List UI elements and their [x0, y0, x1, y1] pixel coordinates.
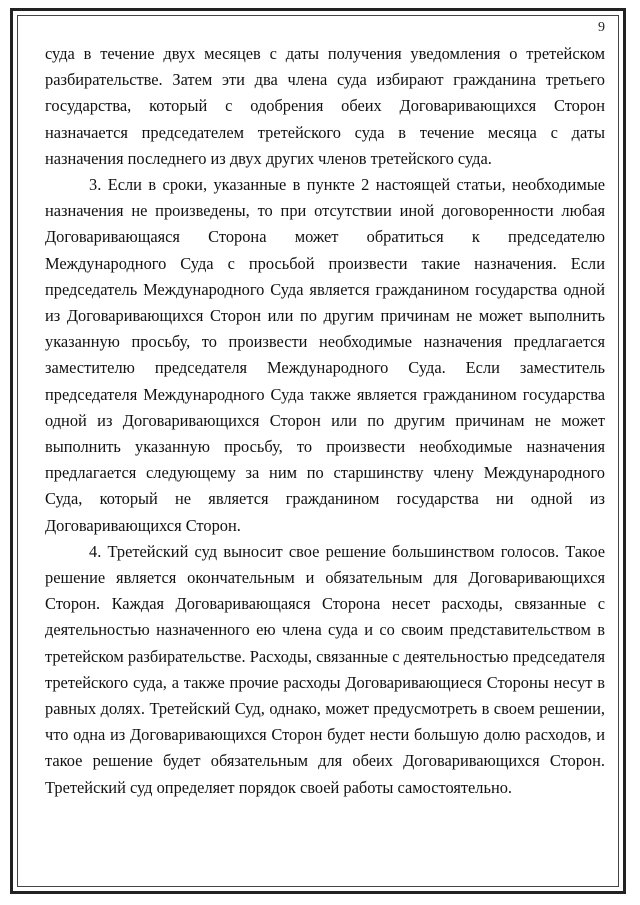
page-number: 9 [598, 20, 605, 35]
paragraph-clause-3: 3. Если в сроки, указанные в пункте 2 настоящей статьи, необходимые назначения не произведены, то при отсутствии иной договоренности любая Договаривающаяся Сторона может обратиться к председателю Международного Суда с просьбой произвести такие назначения. Если председатель Международного Суда является гражданином государства одной из Договаривающихся Сторон или по другим причинам не может выполнить указанную просьбу, то произвести необходимые назначения предлагается заместителю председателя Международного Суда. Если заместитель председателя Международного Суда также является гражданином государства одной из Договаривающихся Сторон или по другим причинам не может выполнить указанную просьбу, то произвести необходимые назначения предлагается следующему за ним по старшинству члену Международного Суда, который не является гражданином государства ни одной из Договаривающихся Сторон. [45, 175, 605, 535]
paragraph-continuation: суда в течение двух месяцев с даты получения уведомления о третейском разбирательстве. Затем эти два члена суда избирают гражданина третьего государства, который с одобрения обеих Договаривающихся Сторон назначается председателем третейского суда в течение месяца с даты назначения последнего из двух других членов третейского суда. [45, 44, 605, 168]
paragraph-clause-4: 4. Третейский суд выносит свое решение большинством голосов. Такое решение является окончательным и обязательным для Договаривающихся Сторон. Каждая Договаривающаяся Сторона несет расходы, связанные с деятельностью назначенного ею члена суда и со своим представительством в третейском разбирательстве. Расходы, связанные с деятельностью председателя третейского суда, а также прочие расходы Договаривающиеся Стороны несут в равных долях. Третейский Суд, однако, может предусмотреть в своем решении, что одна из Договаривающихся Сторон будет нести большую долю расходов, и такое решение будет обязательным для обеих Договаривающихся Сторон. Третейский суд определяет порядок своей работы самостоятельно. [45, 541, 605, 797]
document-body [45, 41, 605, 801]
